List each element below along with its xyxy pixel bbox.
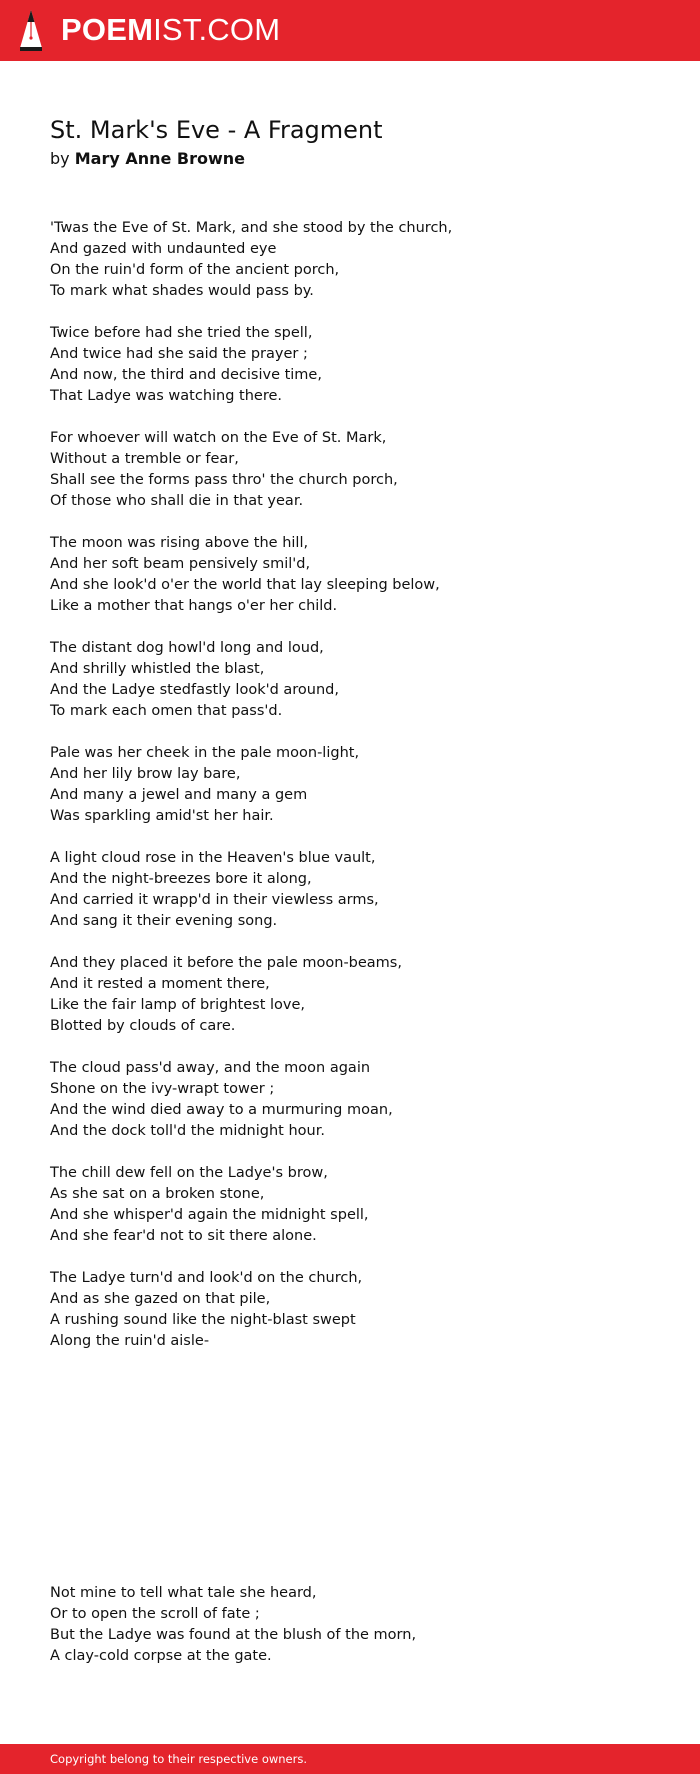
poem-line: And shrilly whistled the blast,	[50, 661, 265, 677]
poem-body	[50, 218, 670, 1373]
poem-line: And the wind died away to a murmuring moan,	[50, 1102, 393, 1118]
poem-line: And she look'd o'er the world that lay sleeping below,	[50, 577, 440, 593]
poem-line: To mark each omen that pass'd.	[50, 703, 283, 719]
poem-line: And the night-breezes bore it along,	[50, 871, 312, 887]
stanza	[50, 743, 670, 827]
poem-line: Not mine to tell what tale she heard,	[50, 1585, 317, 1601]
poem-title: St. Mark's Eve - A Fragment	[50, 116, 383, 144]
poem-line: The cloud pass'd away, and the moon again	[50, 1060, 371, 1076]
stanza	[50, 848, 670, 932]
poem-line: Along the ruin'd aisle-	[50, 1333, 210, 1349]
poem-line: A light cloud rose in the Heaven's blue vault,	[50, 850, 376, 866]
header-bar	[0, 0, 700, 61]
poem-line: And twice had she said the prayer ;	[50, 346, 308, 362]
poem-line: Shall see the forms pass thro' the church porch,	[50, 472, 398, 488]
poem-line: And it rested a moment there,	[50, 976, 270, 992]
poem-line: On the ruin'd form of the ancient porch,	[50, 262, 340, 278]
poem-line: And her lily brow lay bare,	[50, 766, 241, 782]
poem-line: Blotted by clouds of care.	[50, 1018, 236, 1034]
poem-line: Or to open the scroll of fate ;	[50, 1606, 260, 1622]
poem-line: Without a tremble or fear,	[50, 451, 239, 467]
poem-line: And sang it their evening song.	[50, 913, 278, 929]
poem-line: Shone on the ivy-wrapt tower ;	[50, 1081, 275, 1097]
footer-bar	[0, 1744, 700, 1774]
stanza	[50, 638, 670, 722]
stanza	[50, 953, 670, 1037]
poem-line: But the Ladye was found at the blush of the morn,	[50, 1627, 417, 1643]
poem-line: And she whisper'd again the midnight spell,	[50, 1207, 369, 1223]
byline	[50, 148, 245, 170]
logo-text-bold: POEM	[61, 12, 154, 47]
poem-line: A rushing sound like the night-blast swept	[50, 1312, 356, 1328]
stanza	[50, 533, 670, 617]
poem-line: The moon was rising above the hill,	[50, 535, 309, 551]
stanza	[50, 1268, 670, 1352]
stanza	[50, 428, 670, 512]
poem-line: And the Ladye stedfastly look'd around,	[50, 682, 339, 698]
poem-line: And gazed with undaunted eye	[50, 241, 277, 257]
poem-final-stanza	[50, 1583, 670, 1667]
poem-line: And her soft beam pensively smil'd,	[50, 556, 311, 572]
poem-line: For whoever will watch on the Eve of St. Mark,	[50, 430, 387, 446]
poem-line: And they placed it before the pale moon-beams,	[50, 955, 402, 971]
stanza	[50, 218, 670, 302]
poem-line: And the dock toll'd the midnight hour.	[50, 1123, 325, 1139]
logo-text-thin: IST.COM	[153, 12, 281, 47]
poem-line: And she fear'd not to sit there alone.	[50, 1228, 317, 1244]
poem-line: Was sparkling amid'st her hair.	[50, 808, 274, 824]
poem-line: 'Twas the Eve of St. Mark, and she stood by the church,	[50, 220, 453, 236]
poem-line: The chill dew fell on the Ladye's brow,	[50, 1165, 328, 1181]
author-name: Mary Anne Browne	[74, 149, 246, 168]
poem-line: And many a jewel and many a gem	[50, 787, 308, 803]
poem-line: A clay-cold corpse at the gate.	[50, 1648, 272, 1664]
copyright-text: Copyright belong to their respective owners.	[50, 1752, 308, 1766]
poem-line: And now, the third and decisive time,	[50, 367, 322, 383]
poem-line: As she sat on a broken stone,	[50, 1186, 265, 1202]
poem-line: Twice before had she tried the spell,	[50, 325, 313, 341]
stanza	[50, 1058, 670, 1142]
pen-nib-icon[interactable]	[18, 8, 44, 52]
stanza	[50, 1163, 670, 1247]
poem-line: That Ladye was watching there.	[50, 388, 283, 404]
poem-line: Of those who shall die in that year.	[50, 493, 304, 509]
site-logo[interactable]	[61, 11, 280, 49]
poem-line: Like a mother that hangs o'er her child.	[50, 598, 338, 614]
poem-line: And as she gazed on that pile,	[50, 1291, 271, 1307]
poem-line: The Ladye turn'd and look'd on the church,	[50, 1270, 363, 1286]
poem-line: To mark what shades would pass by.	[50, 283, 314, 299]
poem-line: Like the fair lamp of brightest love,	[50, 997, 306, 1013]
stanza	[50, 323, 670, 407]
poem-line: The distant dog howl'd long and loud,	[50, 640, 324, 656]
poem-line: And carried it wrapp'd in their viewless arms,	[50, 892, 379, 908]
byline-prefix: by	[50, 149, 70, 168]
poem-line: Pale was her cheek in the pale moon-light,	[50, 745, 360, 761]
